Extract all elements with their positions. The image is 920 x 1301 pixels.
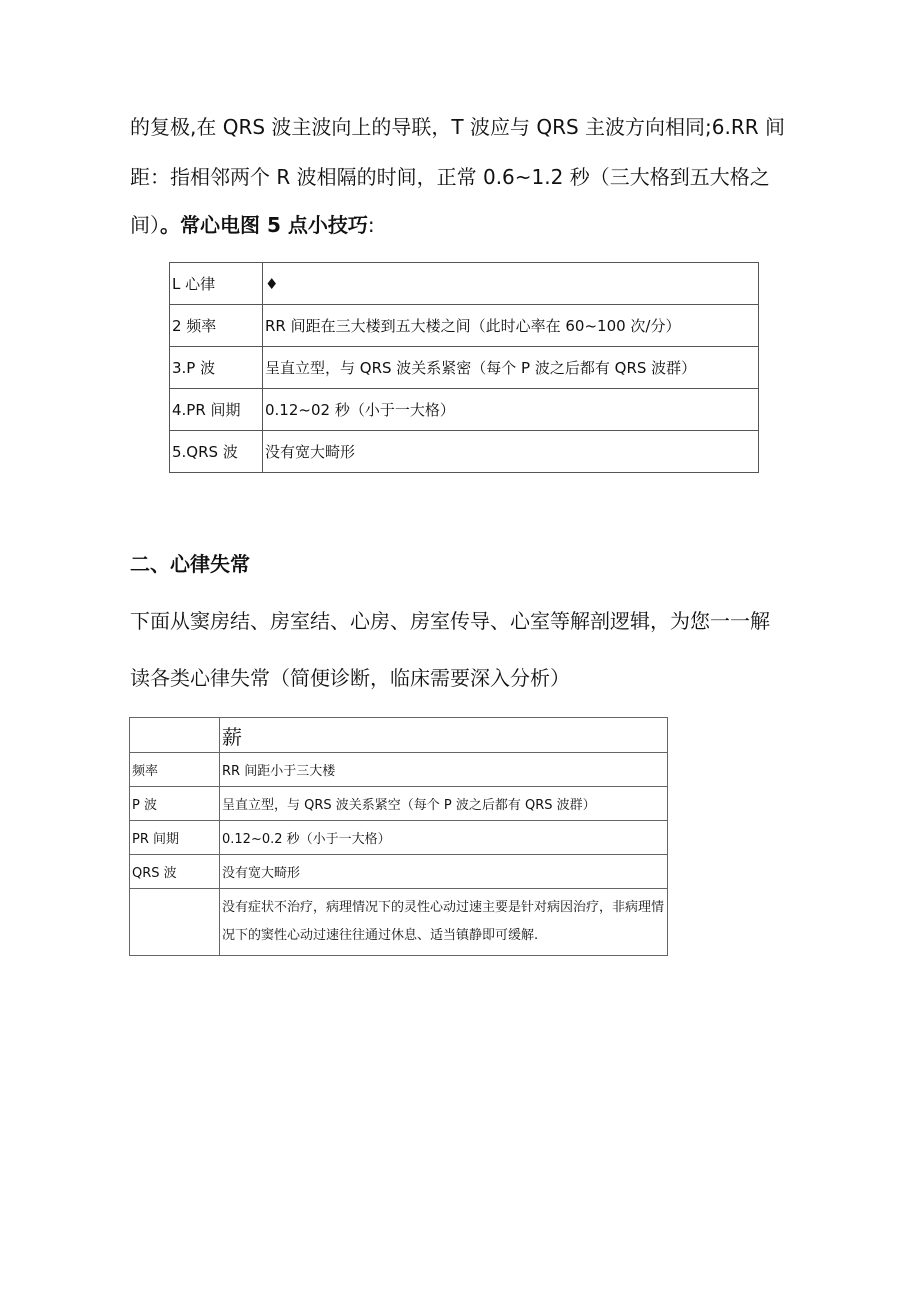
note-cell xyxy=(220,889,668,956)
row-value: ♦ xyxy=(263,263,759,305)
intro-line-2: 距：指相邻两个 R 波相隔的时间，正常 0.6~1.2 秒（三大格到五大格之 xyxy=(130,165,770,189)
header-value: 薪 xyxy=(220,718,668,753)
row-value: RR 间距小于三大楼 xyxy=(220,753,668,787)
table-row xyxy=(170,347,759,389)
treatment-note-row xyxy=(130,889,668,956)
header-label xyxy=(130,718,220,753)
section-heading: 二、心律失常 xyxy=(130,552,250,576)
note-label xyxy=(130,889,220,956)
row-value: 没有宽大畸形 xyxy=(220,855,668,889)
table-row xyxy=(170,389,759,431)
table-row xyxy=(130,855,668,889)
row-value: RR 间距在三大楼到五大楼之间（此时心率在 60~100 次/分） xyxy=(263,305,759,347)
row-label: 3.P 波 xyxy=(170,347,263,389)
intro-line-3 xyxy=(130,200,790,250)
row-value: 0.12~0.2 秒（小于一大格） xyxy=(220,821,668,855)
row-value: 呈直立型，与 QRS 波关系紧空（每个 P 波之后都有 QRS 波群） xyxy=(220,787,668,821)
row-value: 呈直立型，与 QRS 波关系紧密（每个 P 波之后都有 QRS 波群） xyxy=(263,347,759,389)
table-header-row xyxy=(130,718,668,753)
section-para-line-2: 读各类心律失常（简便诊断，临床需要深入分析） xyxy=(130,666,570,690)
table-row xyxy=(170,431,759,473)
table-row xyxy=(130,753,668,787)
row-label: QRS 波 xyxy=(130,855,220,889)
row-label: P 波 xyxy=(130,787,220,821)
row-label: 2 频率 xyxy=(170,305,263,347)
row-value: 没有宽大畸形 xyxy=(263,431,759,473)
intro-line-3-tail: : xyxy=(367,213,375,237)
row-label: PR 间期 xyxy=(130,821,220,855)
row-label: 4.PR 间期 xyxy=(170,389,263,431)
intro-line-1: 的复极,在 QRS 波主波向上的导联，T 波应与 QRS 主波方向相同;6.RR 间 xyxy=(130,115,785,139)
row-label: 频率 xyxy=(130,753,220,787)
table-row xyxy=(130,787,668,821)
table-row xyxy=(170,263,759,305)
row-label: 5.QRS 波 xyxy=(170,431,263,473)
table-row xyxy=(130,821,668,855)
normal-ecg-tips-table xyxy=(169,262,759,473)
row-label: L 心律 xyxy=(170,263,263,305)
section-para-line-1: 下面从窦房结、房室结、心房、房室传导、心室等解剖逻辑，为您一一解 xyxy=(130,609,770,633)
sinus-tachycardia-table xyxy=(129,717,668,956)
row-value: 0.12~02 秒（小于一大格） xyxy=(263,389,759,431)
table-row xyxy=(170,305,759,347)
tips-title: 。常心电图 5 点小技巧 xyxy=(160,213,368,237)
intro-line-3-normal: 间） xyxy=(130,213,160,237)
treatment-note: 没有症状不治疗，病理情况下的灵性心动过速主要是针对病因治疗，非病理情况下的窦性心动过速往往通过休息、适当镇静即可缓解. xyxy=(222,900,665,943)
